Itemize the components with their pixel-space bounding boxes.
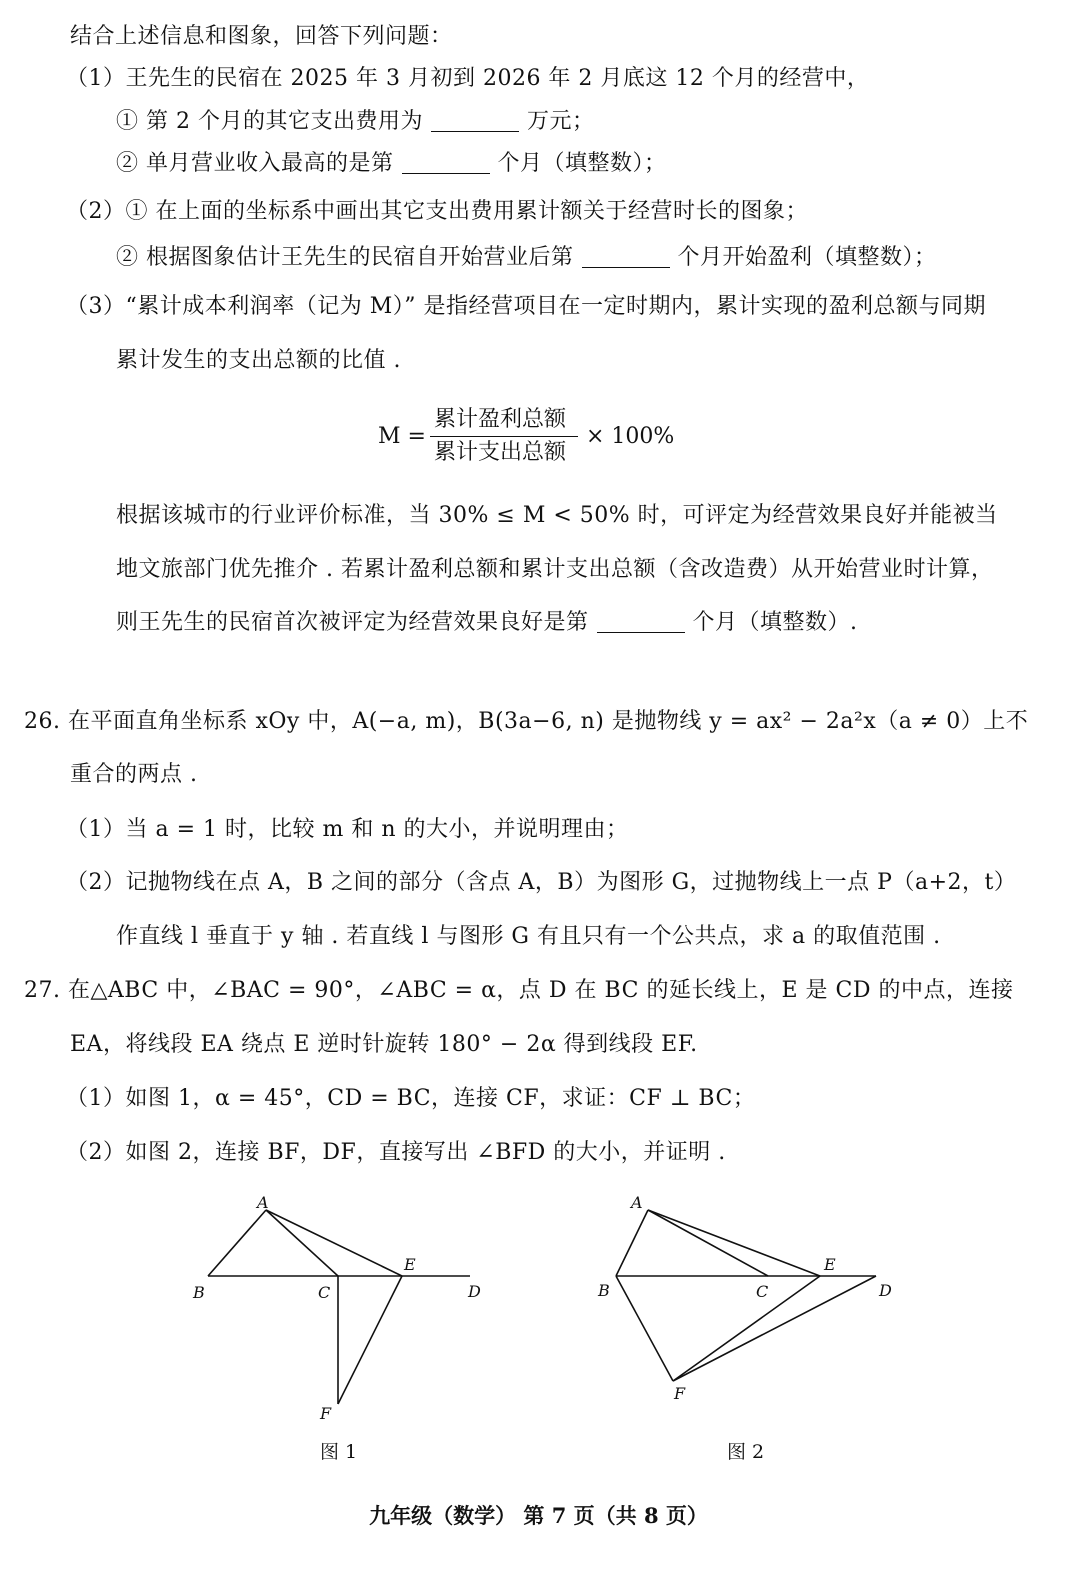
- fig2-segment-ef: [673, 1276, 820, 1381]
- q25-part1b-prefix: ② 单月营业收入最高的是第: [116, 151, 394, 176]
- figure-1: [208, 1210, 470, 1404]
- q25-part1b-suffix: 个月（填整数）；: [497, 151, 667, 176]
- fig1-label-c: C: [318, 1283, 331, 1302]
- q27-stem-1: 27. 在△ABC 中，∠BAC = 90°，∠ABC = α，点 D 在 BC 的延长线上，E 是 CD 的中点，连接: [24, 978, 1014, 1003]
- q25-part3-text-2: 累计发生的支出总额的比值 .: [116, 348, 401, 373]
- fig1-label-d: D: [468, 1282, 481, 1301]
- q27-part2: （2）如图 2，连接 BF，DF，直接写出 ∠BFD 的大小，并证明 .: [66, 1140, 726, 1165]
- fig2-segment-ab: [616, 1210, 648, 1276]
- fig2-segment-ac: [648, 1210, 768, 1276]
- fig1-segment-ac: [266, 1210, 338, 1276]
- figure-2-caption: 图 2: [727, 1441, 765, 1463]
- page-footer: 九年级（数学） 第 7 页（共 8 页）: [369, 1503, 708, 1528]
- formula-rhs: × 100%: [586, 424, 675, 449]
- q25-part2a-text: （2）① 在上面的坐标系中画出其它支出费用累计额关于经营时长的图象；: [66, 199, 808, 224]
- formula-denominator: 累计支出总额: [434, 440, 567, 465]
- fig2-label-b: B: [598, 1281, 610, 1300]
- fig2-label-a: A: [631, 1193, 643, 1212]
- q26-part2-1: （2）记抛物线在点 A，B 之间的部分（含点 A，B）为图形 G，过抛物线上一点 P（a+2，t）: [66, 870, 1017, 895]
- fig2-segment-bf: [616, 1276, 673, 1381]
- fig2-segment-df: [673, 1276, 876, 1381]
- intro-text: 结合上述信息和图象，回答下列问题：: [70, 24, 453, 49]
- formula-lhs: M =: [378, 424, 426, 449]
- q25-part3-prefix: 则王先生的民宿首次被评定为经营效果良好是第: [116, 610, 589, 635]
- fig1-label-f: F: [320, 1404, 332, 1423]
- figure-1-labels: [192, 1193, 481, 1423]
- fig1-label-e: E: [404, 1255, 416, 1274]
- fig1-segment-ae: [266, 1210, 402, 1276]
- fig2-label-d: D: [879, 1281, 892, 1300]
- fig1-label-a: A: [257, 1193, 269, 1212]
- formula-numerator: 累计盈利总额: [434, 407, 567, 432]
- fig2-label-c: C: [756, 1282, 769, 1301]
- q25-part3-text-1: （3）“累计成本利润率（记为 M）” 是指经营项目在一定时期内，累计实现的盈利总额与同期: [66, 294, 987, 319]
- q25-part2b-suffix: 个月开始盈利（填整数）；: [677, 245, 937, 270]
- q26-stem-2: 重合的两点 .: [70, 762, 198, 787]
- fig1-segment-ab: [208, 1210, 266, 1276]
- q25-part2b-prefix: ② 根据图象估计王先生的民宿自开始营业后第: [116, 245, 574, 270]
- q26-part1: （1）当 a = 1 时，比较 m 和 n 的大小，并说明理由；: [66, 817, 629, 842]
- q27-stem-2: EA，将线段 EA 绕点 E 逆时针旋转 180° − 2α 得到线段 EF.: [70, 1032, 698, 1057]
- fig1-label-b: B: [193, 1283, 205, 1302]
- q25-part1-text: （1）王先生的民宿在 2025 年 3 月初到 2026 年 2 月底这 12 个月的经营中，: [66, 66, 870, 91]
- figure-2: [616, 1210, 876, 1381]
- q25-part1a-suffix: 万元；: [526, 109, 595, 134]
- fig2-label-e: E: [824, 1255, 836, 1274]
- fig2-segment-ae: [648, 1210, 820, 1276]
- q25-part3-text-3: 根据该城市的行业评价标准，当 30% ≤ M < 50% 时，可评定为经营效果良好并能被当: [116, 503, 998, 528]
- q25-part3-suffix: 个月（填整数）.: [692, 610, 858, 635]
- fig2-label-f: F: [674, 1384, 686, 1403]
- q27-part1: （1）如图 1，α = 45°，CD = BC，连接 CF，求证：CF ⊥ BC；: [66, 1086, 756, 1111]
- q26-part2-2: 作直线 l 垂直于 y 轴 . 若直线 l 与图形 G 有且只有一个公共点，求 a 的取值范围 .: [116, 924, 941, 949]
- q26-stem-1: 26. 在平面直角坐标系 xOy 中，A(−a, m)，B(3a−6, n) 是抛物线 y = ax² − 2a²x（a ≠ 0）上不: [24, 709, 1029, 734]
- figure-1-caption: 图 1: [320, 1441, 358, 1463]
- q25-part3-text-4: 地文旅部门优先推介 . 若累计盈利总额和累计支出总额（含改造费）从开始营业时计算，: [116, 557, 994, 582]
- fig1-segment-ef: [338, 1276, 402, 1404]
- q25-part1a-prefix: ① 第 2 个月的其它支出费用为: [116, 109, 423, 134]
